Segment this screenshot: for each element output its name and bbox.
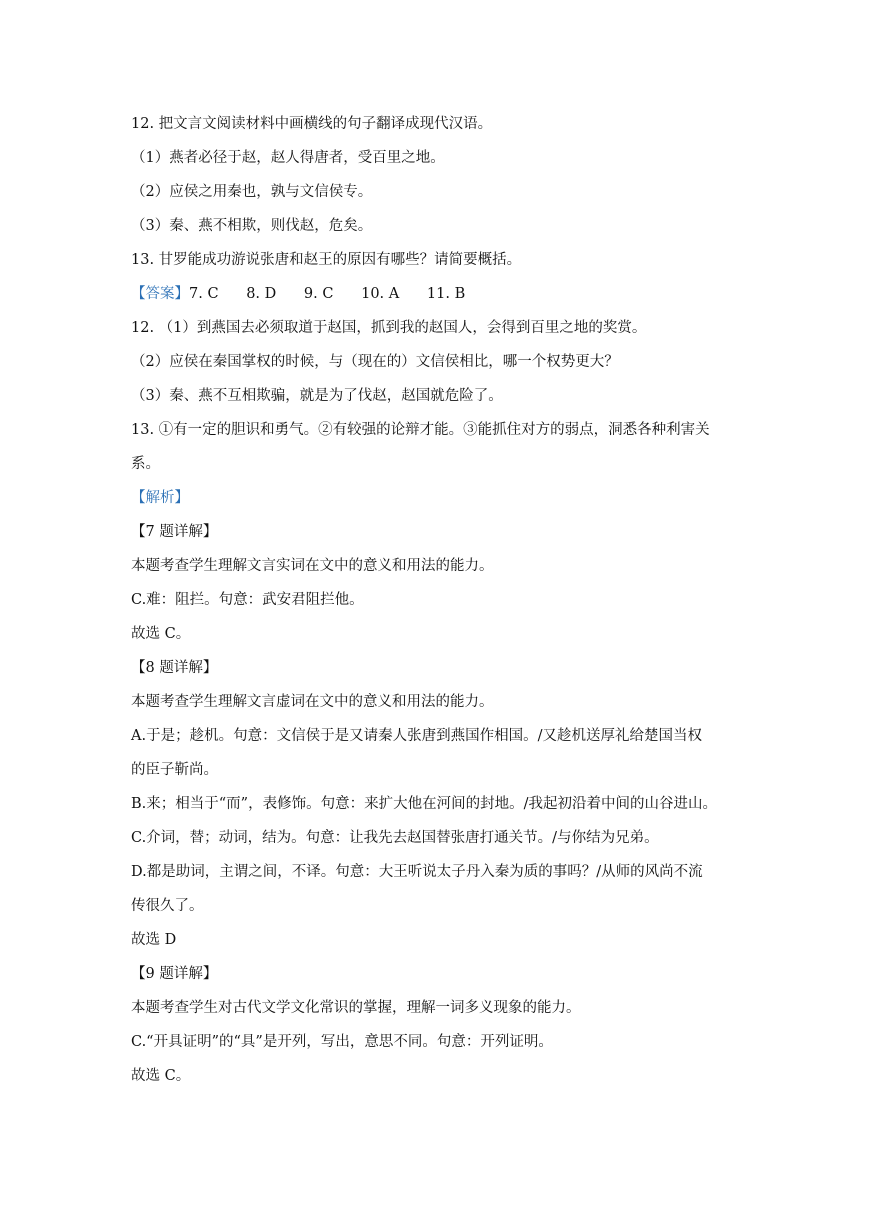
analysis-tag: 【解析】 [131, 490, 189, 506]
answer-12-item-1: 12. （1）到燕国去必须取道于赵国，抓到我的赵国人，会得到百里之地的奖赏。 [131, 320, 647, 336]
q8-option-b: B.来；相当于“而”，表修饰。句意：来扩大他在河间的封地。/我起初沿着中间的山谷进山。 [131, 796, 717, 812]
answer-choices: 7. C 8. D 9. C 10. A 11. B [189, 286, 466, 302]
answer-tag: 【答案】 [131, 286, 189, 302]
q8-heading: 【8 题详解】 [131, 660, 218, 676]
q8-option-a: A.于是；趁机。句意：文信侯于是又请秦人张唐到燕国作相国。/又趁机送厚礼给楚国当权 [131, 728, 702, 744]
q8-option-c: C.介词，替；动词，结为。句意：让我先去赵国替张唐打通关节。/与你结为兄弟。 [131, 830, 659, 846]
q7-intro: 本题考查学生理解文言实词在文中的意义和用法的能力。 [131, 558, 494, 574]
q8-conclusion: 故选 D [131, 932, 177, 948]
q9-intro: 本题考查学生对古代文学文化常识的掌握，理解一词多义现象的能力。 [131, 1000, 581, 1016]
q7-option-c: C.难：阻拦。句意：武安君阻拦他。 [131, 592, 364, 608]
q9-option-c: C.“开具证明”的“具”是开列，写出，意思不同。句意：开列证明。 [131, 1034, 553, 1050]
question-12: 12. 把文言文阅读材料中画横线的句子翻译成现代汉语。 [131, 116, 493, 132]
answer-12-item-2: （2）应侯在秦国掌权的时候，与（现在的）文信侯相比，哪一个权势更大？ [131, 354, 619, 370]
q8-option-d-continued: 传很久了。 [131, 898, 204, 914]
answer-12-item-3: （3）秦、燕不互相欺骗，就是为了伐赵，赵国就危险了。 [131, 388, 503, 404]
q8-option-d: D.都是助词，主谓之间，不译。句意：大王听说太子丹入秦为质的事吗？/从师的风尚不流 [131, 864, 703, 880]
answer-13: 13. ①有一定的胆识和勇气。②有较强的论辩才能。③能抓住对方的弱点，洞悉各种利害关 [131, 422, 710, 438]
q8-option-a-continued: 的臣子靳尚。 [131, 762, 218, 778]
q9-heading: 【9 题详解】 [131, 966, 218, 982]
q7-conclusion: 故选 C。 [131, 626, 191, 642]
answer-13-continued: 系。 [131, 456, 160, 472]
q9-conclusion: 故选 C。 [131, 1068, 191, 1084]
question-12-item-2: （2）应侯之用秦也，孰与文信侯专。 [131, 184, 373, 200]
answer-line [131, 284, 751, 304]
q8-intro: 本题考查学生理解文言虚词在文中的意义和用法的能力。 [131, 694, 494, 710]
question-13: 13. 甘罗能成功游说张唐和赵王的原因有哪些？请简要概括。 [131, 252, 522, 268]
q7-heading: 【7 题详解】 [131, 524, 218, 540]
question-12-item-1: （1）燕者必径于赵，赵人得唐者，受百里之地。 [131, 150, 445, 166]
question-12-item-3: （3）秦、燕不相欺，则伐赵，危矣。 [131, 218, 373, 234]
